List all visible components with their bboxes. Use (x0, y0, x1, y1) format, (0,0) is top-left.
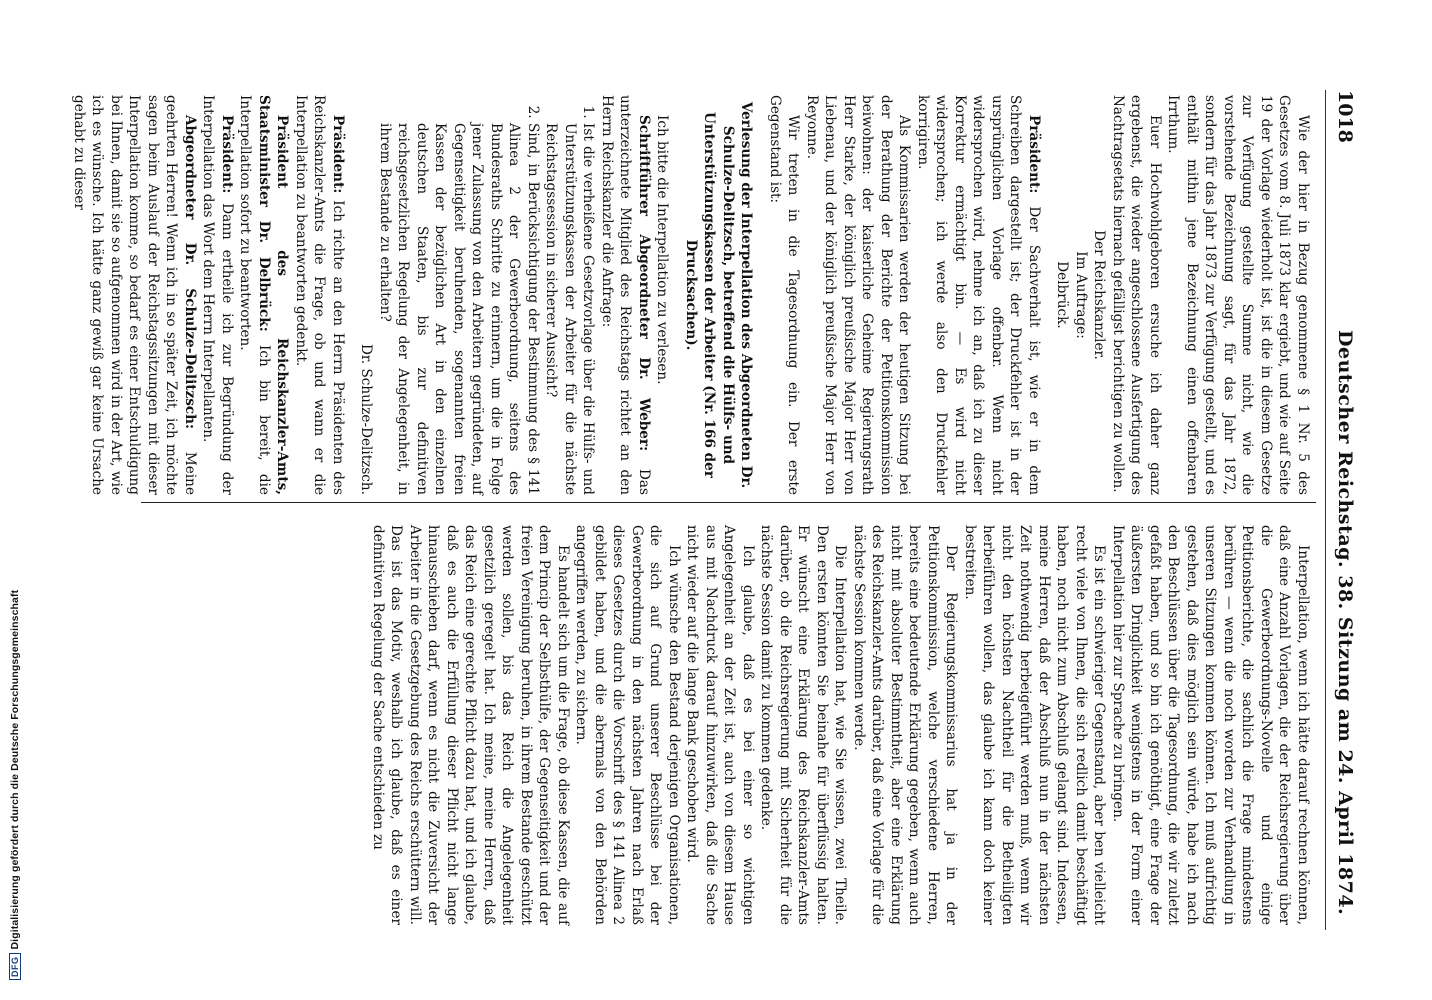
speech-text: Meine geehrten Herren! Wenn ich in so später Zeit, ich möchte sagen beim Auslauf der Reichstagssitzungen mit dieser Interpellation komme, so bedarf es einer Entschuldigung bei Ihnen, damit sie so aufgenommen wird in der Art, wie ich es wünsche. Ich hätte ganz gewiß gar keine Ursache gehabt zu dieser (71, 95, 198, 495)
paragraph: Es handelt sich um die Frage, ob diese Kassen, die auf dem Princip der Selbsthülfe, der Gegenseitigkeit und der freien Vereinigung beruhen, in ihrem Bestande geschützt werden sollen, bis das Reich die Angelegenheit gesetzlich geregelt hat. Ich meine, meine Herren, daß das Reich eine gerechte Pflicht dazu hat, und ich glaube, daß es auch die Erfüllung dieser Pflicht nicht lange hinausschieben darf, wenn es nicht die Zuversicht der Arbeiter in die Gesetzgebung des Reichs erschüttern will. Das ist das Motiv, weshalb ich glaube, daß es einer definitiven Regelung der Sache entschieden zu (370, 525, 571, 925)
speech-paragraph (236, 95, 292, 495)
document-page (60, 50, 1360, 960)
speech-paragraph (70, 95, 200, 495)
paragraph: Der Regierungskommissarius hat ja in der Petitionskommission, welche verschiedene Herren, bereits eine bedeutende Erklärung gegeben, wenn auch nicht mit absoluter Bestimmtheit, aber eine Erklärung des Reichskanzler-Amts darüber, daß eine Vorlage für die nächste Session kommen werde. (851, 525, 960, 925)
page-number: 1018 (1334, 90, 1356, 143)
list-item: 2. Sind, in Berücksichtigung der Bestimmung des § 141 Alinea 2 der Gewerbeordnung, seitens des Bundesraths Schritte zu erinnern, um die in Folge jener Zulassung von den Arbeitern gegründeten, auf Gegenseitigkeit beruhenden, sogenannten freien Kassen der bezüglichen Art in den einzelnen deutschen Staaten, bis zur definitiven reichsgesetzlichen Regelung der Angelegenheit, in ihrem Bestande zu erhalten? (376, 123, 543, 495)
column-divider (141, 502, 1316, 503)
speech-paragraph (199, 95, 236, 495)
speaker-name: Präsident des Reichskanzler-Amts, Staatsminister Dr. Delbrück: (256, 95, 291, 495)
speech-text: Der Sachverhalt ist, wie er in dem Schreiben dargestellt ist; der Druckfehler ist in der ursprünglichen Vorlage offenbar. Wenn nicht widersprochen wird, nehme ich an, daß ich zu dieser Korrektur ermächtigt bin. — Es wird nicht widersprochen; ich werde also den Druckfehler korrigiren. (915, 95, 1042, 495)
speech-paragraph (914, 95, 1044, 495)
speaker-name: Präsident: (330, 115, 346, 194)
speaker-name: Abgeordneter Dr. Schulze-Delitzsch: (182, 115, 198, 430)
header-rule (1325, 90, 1326, 930)
dfg-logo: DFG (9, 954, 21, 981)
speaker-name: Präsident: (219, 115, 235, 194)
agenda-item-heading: Verlesung der Interpellation des Abgeordneten Dr. Schulze-Delitzsch, betreffend die Hülfs- und Unterstützungskassen der Arbeiter (Nr. 166 der Drucksachen). (683, 101, 755, 489)
paragraph: Interpellation, wenn ich hätte darauf rechnen können, daß eine Anzahl Vorlagen, die der Reichsregierung über die Gewerbeordnungs-Novelle und einige Petitionsberichte, die sachlich die Frage mindestens berühren — wenn die noch worden zur Verhandlung in unseren Sitzungen kommen können. Ich muß aufrichtig gestehen, daß dies möglich sein würde, habe ich nach den Beschlüssen über die Tagesordnung, die wir zuletzt gefaßt haben, und so bin ich genöthigt, eine Frage der äußersten Dringlichkeit wenigstens in der Form einer Interpellation hier zur Sprache zu bringen. (1110, 525, 1311, 925)
paragraph: Die Interpellation hat, wie Sie wissen, zwei Theile. Den ersten könnten Sie beinahe für überflüssig halten. Er wünscht eine Erklärung des Reichskanzler-Amts darüber, ob die Reichsregierung mit Sicherheit für die nächste Session damit zu kommen gedenke. (758, 525, 849, 925)
signature-line: Delbrück. (1054, 261, 1071, 329)
paragraph: Wie der hier in Bezug genommene § 1 Nr. 5 des Gesetzes vom 8. Juli 1873 klar ergiebt, und wie auf Seite 19 der Vorlage wiederholt ist, ist die in diesem Gesetze zur Verfügung gestellte Summe nicht, wie die vorstehende Bezeichnung sagt, für das Jahr 1872, sondern für das Jahr 1873 zur Verfügung gestellt, und es enthält mithin jene Bezeichnung einen offenbaren Irrthum. (1165, 95, 1311, 495)
list-item: 1. Ist die verheißene Gesetzvorlage über die Hülfs- und Unterstützungskassen der Arbeiter für die nächste Reichstagssession in sicherer Aussicht? (542, 123, 598, 495)
paragraph: Es ist ein schwieriger Gegenstand, aber ben vielleicht recht viele von Ihnen, die sich redlich damit beschäftigt haben, noch nicht zum Abschluß gelangt sind. Indessen, meine Herren, daß der Abschluß nun in der nächsten Zeit nothwendig herbeigeführt werden muß, wenn wir nicht den höchsten Nachtheil für die Betheiligten herbeiführen wollen, das glaube ich kann doch keiner bestreiten. (962, 525, 1108, 925)
signature-line: Im Auftrage: (1073, 251, 1089, 339)
signature-line: Dr. Schulze-Delitzsch. (358, 343, 375, 495)
speech-paragraph (598, 95, 654, 495)
speaker-name: Präsident: (1026, 115, 1042, 194)
interpellation-questions (376, 95, 598, 495)
speech-text: Dann ertheile ich zur Begründung der Interpellation das Wort dem Herrn Interpellanten. (200, 95, 235, 495)
running-title: Deutscher Reichstag. 38. Sitzung am 24. April 1874. (1334, 330, 1356, 916)
speaker-name: Schriftführer Abgeordneter Dr. Weber: (636, 115, 652, 452)
right-column (132, 525, 1312, 925)
paragraph: Wir treten in die Tagesordnung ein. Der erste Gegenstand ist: (767, 95, 802, 495)
speech-text: Das unterzeichnete Mitglied des Reichstags richtet an den Herrn Reichskanzler die Anfrage: (599, 95, 652, 495)
speech-text: Ich richte an den Herrn Präsidenten des Reichskanzler-Amts die Frage, ob und wann er die Interpellation zu beantworten gedenkt. (293, 95, 346, 495)
paragraph: Ich wünsche den Bestand derjenigen Organisationen, die sich auf Grund unserer Beschlüsse bei der Gewerbeordnung in den nächsten Jahren nach Erlaß dieses Gesetzes durch die Vorschrift des § 141 Alinea 2 gebildet haben, und die abermals von den Behörden angegriffen werden, zu sichern. (573, 525, 682, 925)
speech-text: Ich bin bereit, die Interpellation sofort zu beantworten. (237, 95, 272, 495)
paragraph: Ich glaube, daß es bei einer so wichtigen Angelegenheit an der Zeit ist, auch von diesem Hause aus mit Nachdruck darauf hinzuwirken, daß die Sache nicht wieder auf die lange Bank geschoben wird. (684, 525, 756, 925)
paragraph: Als Kommissarien werden der heutigen Sitzung bei der Berathung der Berichte der Petitionskommission beiwohnen: der kaiserliche Geheime Regierungsrath Herr Starke, der königlich preußische Major Herr von Liebenau, und der königlich preußische Major Herr von Reyonne. (804, 95, 913, 495)
digitization-notice-text: Digitalisierung gefördert durch die Deutsche Forschungsgemeinschaft (9, 589, 21, 950)
signature-line: Der Reichskanzler. (1091, 230, 1108, 360)
digitization-notice-strip (0, 0, 21, 1000)
digitization-notice (9, 590, 21, 980)
page-header (1328, 90, 1356, 930)
speech-paragraph (292, 95, 348, 495)
paragraph: Euer Hochwohlgeboren ersuche ich daher ganz ergebenst, die wieder angeschlossene Ausfertigung des Nachtragsetats hiernach gefälligst berichtigen zu wollen. (1110, 95, 1163, 495)
paragraph: Ich bitte die Interpellation zu verlesen. (654, 115, 671, 385)
left-column (71, 95, 1312, 495)
